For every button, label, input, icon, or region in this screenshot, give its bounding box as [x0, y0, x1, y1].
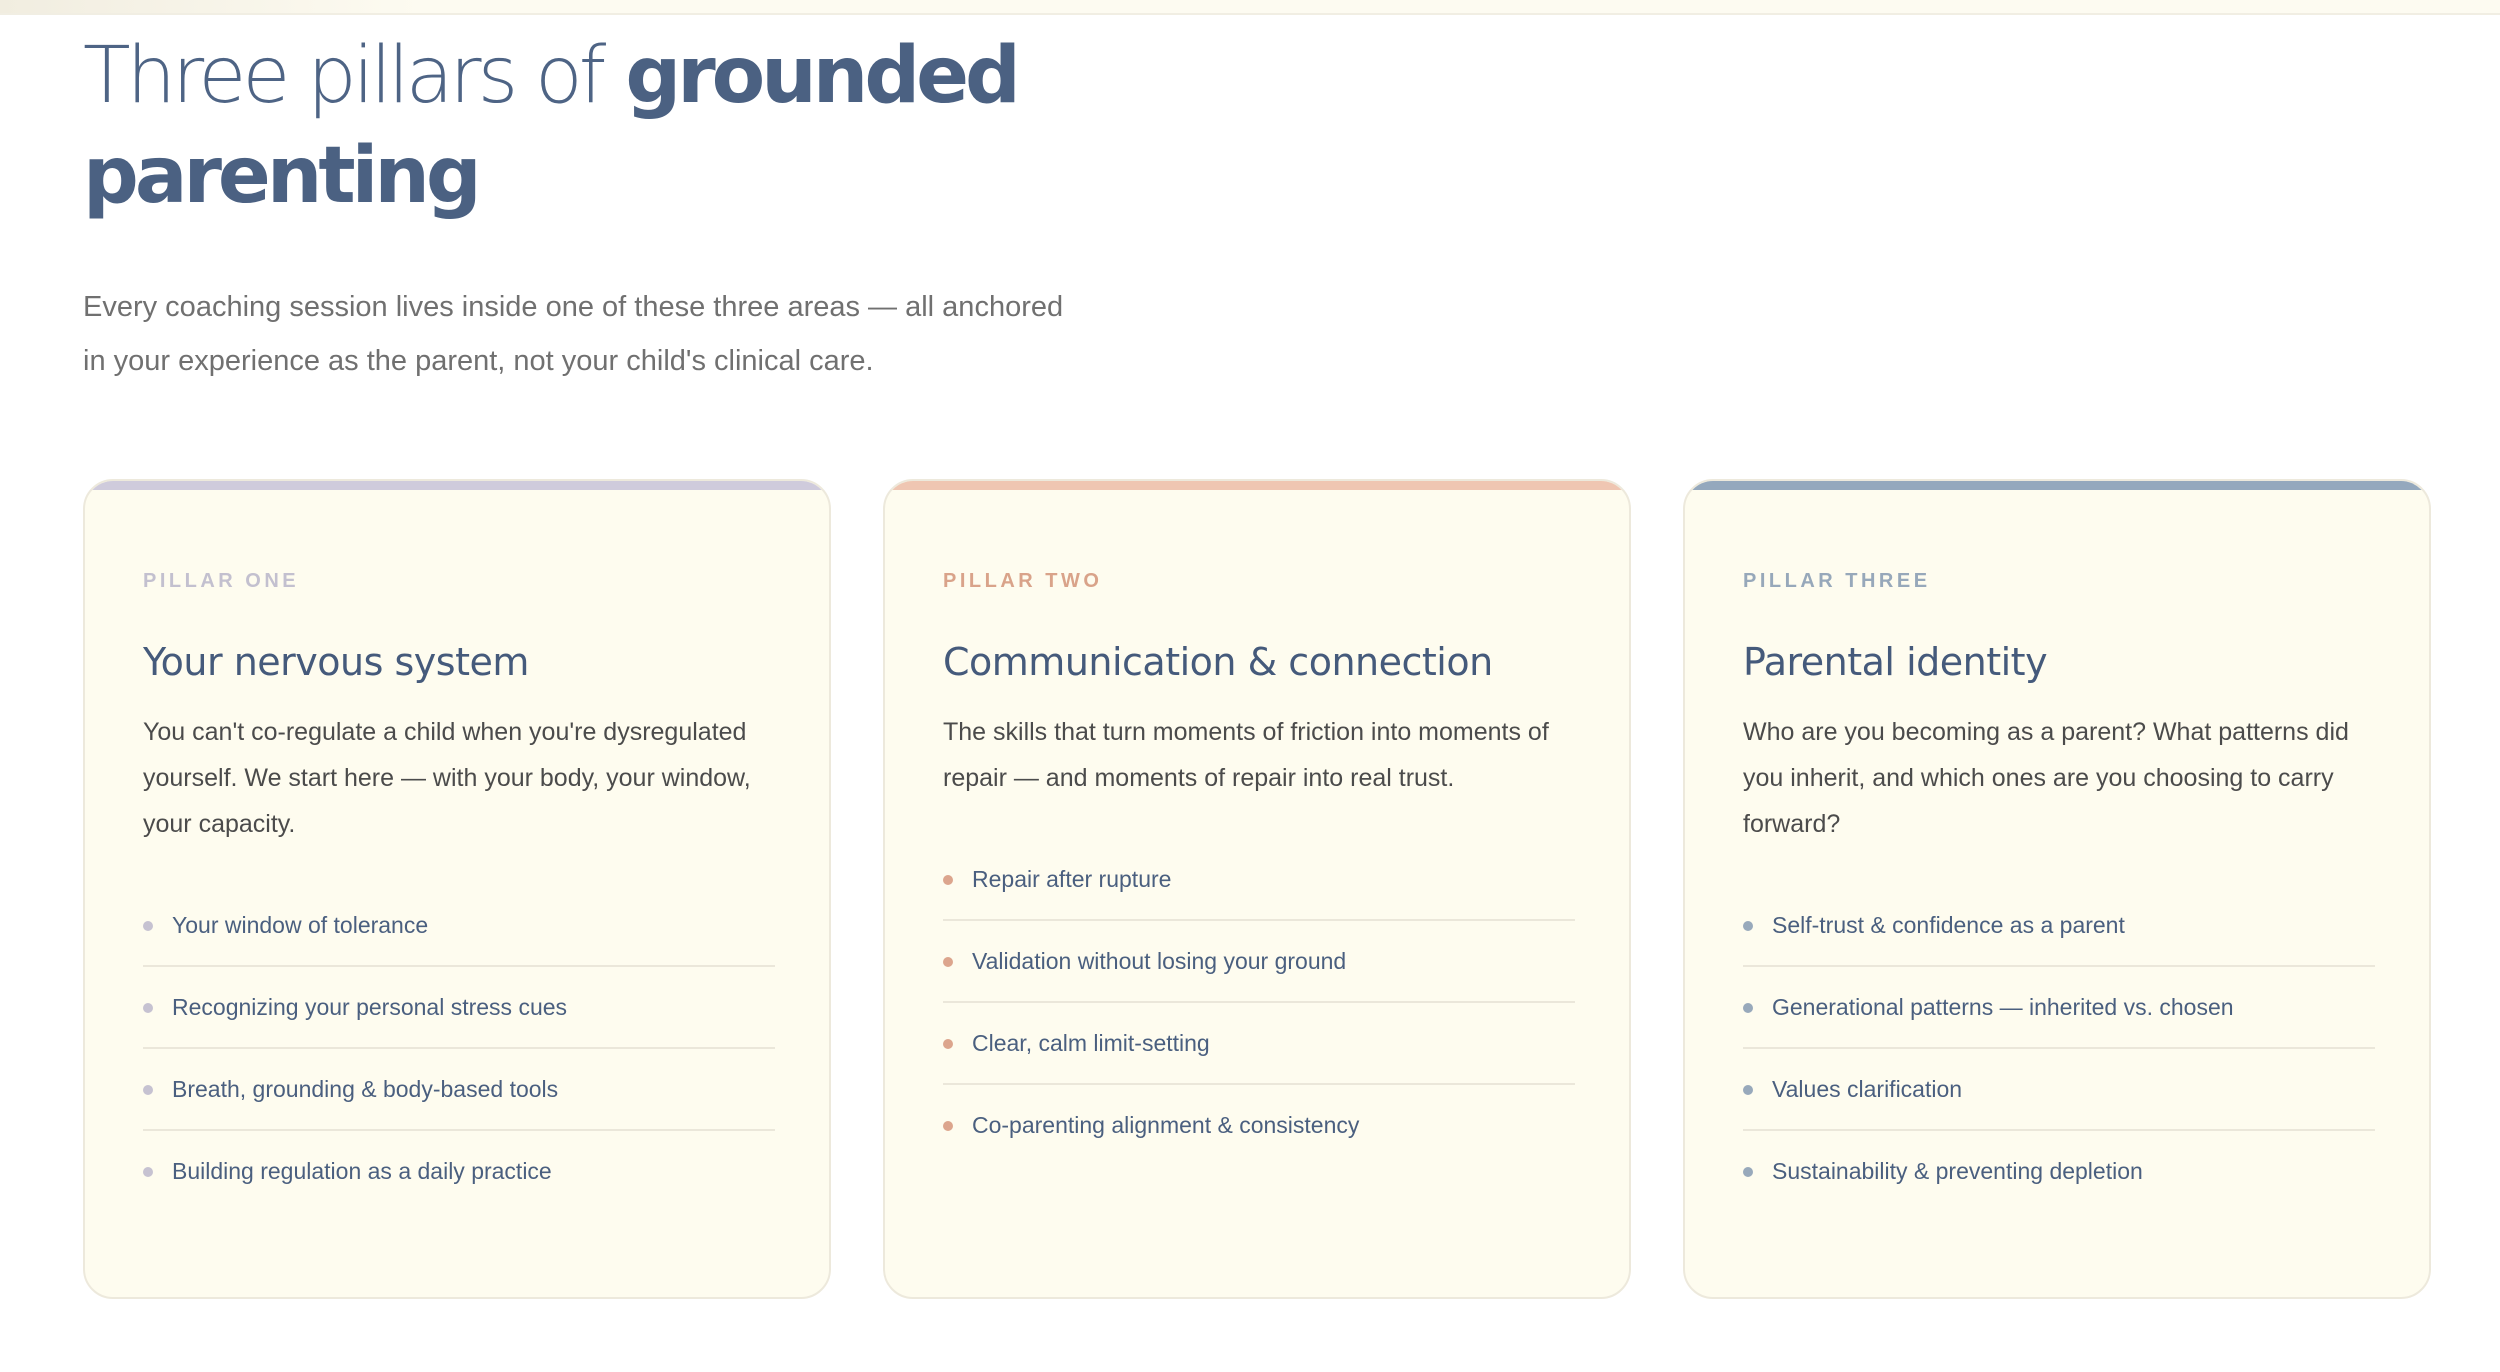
- list-item-label: Breath, grounding & body-based tools: [172, 1076, 559, 1102]
- bullet-dot-icon: [943, 1039, 953, 1049]
- pillar-label: PILLAR ONE: [143, 570, 300, 592]
- list-item-label: Clear, calm limit-setting: [972, 1030, 1210, 1056]
- list-item: [143, 1049, 775, 1131]
- bullet-dot-icon: [943, 957, 953, 967]
- heading-bold-text-line-2: parenting: [83, 131, 478, 221]
- bullet-dot-icon: [943, 875, 953, 885]
- list-item: [143, 885, 775, 967]
- list-item: [943, 921, 1575, 1003]
- pillar-topic-list: [1743, 885, 2375, 1211]
- pillar-label: PILLAR THREE: [1743, 570, 1931, 592]
- list-item: [1743, 1131, 2375, 1211]
- bullet-dot-icon: [143, 921, 153, 931]
- pillar-accent-bar: [1685, 481, 2429, 490]
- list-item: [1743, 1049, 2375, 1131]
- bullet-dot-icon: [1743, 921, 1753, 931]
- pillar-label: PILLAR TWO: [943, 570, 1103, 592]
- list-item: [943, 1003, 1575, 1085]
- bullet-dot-icon: [143, 1085, 153, 1095]
- pillar-card-one: [83, 479, 831, 1299]
- list-item-label: Sustainability & preventing depletion: [1772, 1158, 2143, 1184]
- list-item-label: Building regulation as a daily practice: [172, 1158, 552, 1184]
- bullet-dot-icon: [1743, 1167, 1753, 1177]
- pillar-accent-bar: [885, 481, 1629, 490]
- section-header: [83, 26, 1183, 388]
- pillar-description: The skills that turn moments of friction into moments of repair — and moments of repair into real trust.: [943, 718, 1549, 792]
- intro-line-1: Every coaching session lives inside one of these three areas — all anchored: [83, 291, 1064, 323]
- top-strip: [0, 0, 2500, 15]
- bullet-dot-icon: [143, 1003, 153, 1013]
- pillar-card-three: [1683, 479, 2431, 1299]
- list-item: [943, 839, 1575, 921]
- pillar-accent-bar: [85, 481, 829, 490]
- bullet-dot-icon: [1743, 1085, 1753, 1095]
- list-item: [143, 967, 775, 1049]
- pillar-description: Who are you becoming as a parent? What patterns did you inherit, and which ones are you choosing to carry forward?: [1743, 718, 2349, 838]
- section-intro: [83, 280, 1083, 388]
- list-item: [943, 1085, 1575, 1165]
- pillar-card-two: [883, 479, 1631, 1299]
- list-item: [1743, 967, 2375, 1049]
- pillar-topic-list: [143, 885, 775, 1211]
- bullet-dot-icon: [943, 1121, 953, 1131]
- pillar-title: Parental identity: [1743, 640, 2048, 684]
- list-item-label: Your window of tolerance: [172, 912, 429, 938]
- bullet-dot-icon: [143, 1167, 153, 1177]
- bullet-dot-icon: [1743, 1003, 1753, 1013]
- intro-line-2: in your experience as the parent, not your child's clinical care.: [83, 345, 874, 377]
- top-strip-fade: [0, 0, 420, 13]
- section-heading: [83, 26, 1183, 226]
- list-item-label: Self-trust & confidence as a parent: [1772, 912, 2125, 938]
- list-item-label: Values clarification: [1772, 1076, 1963, 1102]
- pillar-title: Your nervous system: [143, 640, 529, 684]
- list-item-label: Recognizing your personal stress cues: [172, 994, 568, 1020]
- pillar-title: Communication & connection: [943, 640, 1493, 684]
- heading-bold-text: grounded: [625, 31, 1017, 121]
- list-item-label: Validation without losing your ground: [972, 948, 1347, 974]
- list-item-label: Repair after rupture: [972, 866, 1172, 892]
- list-item: [1743, 885, 2375, 967]
- pillar-description: You can't co-regulate a child when you're dysregulated yourself. We start here — with your body, your window, your capacity.: [143, 718, 751, 838]
- list-item-label: Co-parenting alignment & consistency: [972, 1112, 1360, 1138]
- pillar-topic-list: [943, 839, 1575, 1165]
- list-item-label: Generational patterns — inherited vs. chosen: [1772, 994, 2234, 1020]
- list-item: [143, 1131, 775, 1211]
- heading-light-text: Three pillars of: [83, 31, 603, 121]
